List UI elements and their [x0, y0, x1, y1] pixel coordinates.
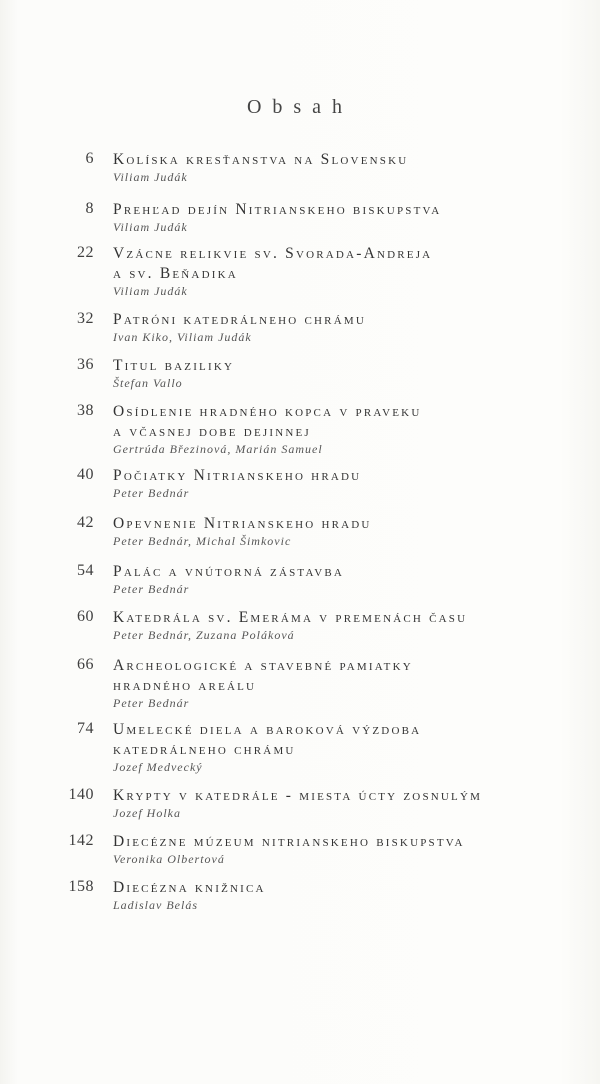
toc-page-number: 8	[85, 200, 94, 217]
toc-author: Jozef Medvecký	[113, 760, 203, 774]
toc-entry-title	[113, 402, 583, 456]
toc-page-number: 66	[77, 656, 94, 673]
toc-entry-title	[113, 786, 583, 820]
toc-page-number: 74	[77, 720, 94, 737]
toc-entry-title	[113, 310, 583, 344]
toc-title-line: Diecézna knižnica	[113, 879, 266, 896]
toc-author: Viliam Judák	[113, 220, 188, 234]
toc-author: Ivan Kiko, Viliam Judák	[113, 330, 252, 344]
toc-page-number: 38	[77, 402, 94, 419]
toc-title-line: Kolíska kresťanstva na Slovensku	[113, 151, 409, 168]
toc-title-line: a včasnej dobe dejinnej	[113, 423, 311, 440]
toc-entry-title	[113, 200, 583, 234]
toc-entry-title	[113, 150, 583, 184]
toc-author: Peter Bednár	[113, 486, 190, 500]
toc-entry-title	[113, 608, 583, 642]
toc-entry-title	[113, 832, 583, 866]
toc-author: Gertrúda Březinová, Marián Samuel	[113, 442, 323, 456]
page-title: Obsah	[246, 96, 354, 118]
toc-entry-title	[113, 720, 583, 774]
toc-title-line: Krypty v katedrále - miesta úcty zosnulým	[113, 787, 483, 804]
toc-title-line: Patróni katedrálneho chrámu	[113, 311, 366, 328]
toc-entry-title	[113, 562, 583, 596]
toc-page-number: 22	[77, 244, 94, 261]
toc-page-number: 140	[68, 786, 94, 803]
toc-title-line: Archeologické a stavebné pamiatky	[113, 657, 413, 674]
toc-title-line: Opevnenie Nitrianskeho hradu	[113, 515, 372, 532]
toc-title-line: Počiatky Nitrianskeho hradu	[113, 467, 362, 484]
toc-entry-title	[113, 878, 583, 912]
toc-author: Peter Bednár, Zuzana Poláková	[113, 628, 295, 642]
toc-title-line: Palác a vnútorná zástavba	[113, 563, 345, 580]
toc-page-number: 40	[77, 466, 94, 483]
toc-entry-title	[113, 244, 583, 298]
toc-page-number: 142	[68, 832, 94, 849]
toc-entry-title	[113, 656, 583, 710]
toc-author: Veronika Olbertová	[113, 852, 225, 866]
toc-entry-title	[113, 514, 583, 548]
toc-page-number: 54	[77, 562, 94, 579]
toc-page-number: 42	[77, 514, 94, 531]
toc-title-line: Prehľad dejín Nitrianskeho biskupstva	[113, 201, 442, 218]
toc-page-number: 158	[68, 878, 94, 895]
toc-title-line: a sv. Beňadika	[113, 265, 238, 282]
toc-title-line: katedrálneho chrámu	[113, 741, 296, 758]
toc-entry-title	[113, 356, 583, 390]
toc-page-number: 60	[77, 608, 94, 625]
toc-entry-title	[113, 466, 583, 500]
toc-author: Peter Bednár, Michal Šimkovic	[113, 534, 292, 548]
toc-title-line: Diecézne múzeum nitrianskeho biskupstva	[113, 833, 465, 850]
toc-page-number: 6	[85, 150, 94, 167]
toc-title-line: Titul baziliky	[113, 357, 235, 374]
toc-author: Viliam Judák	[113, 284, 188, 298]
toc-page-number: 36	[77, 356, 94, 373]
toc-author: Jozef Holka	[113, 806, 181, 820]
toc-title-line: Umelecké diela a baroková výzdoba	[113, 721, 422, 738]
toc-author: Peter Bednár	[113, 696, 190, 710]
toc-author: Viliam Judák	[113, 170, 188, 184]
toc-author: Peter Bednár	[113, 582, 190, 596]
toc-title-line: Vzácne relikvie sv. Svorada-Andreja	[113, 245, 433, 262]
toc-title-line: hradného areálu	[113, 677, 257, 694]
toc-title-line: Katedrála sv. Emeráma v premenách času	[113, 609, 468, 626]
toc-author: Štefan Vallo	[113, 376, 183, 390]
toc-author: Ladislav Belás	[113, 898, 198, 912]
toc-page-number: 32	[77, 310, 94, 327]
toc-title-line: Osídlenie hradného kopca v praveku	[113, 403, 422, 420]
